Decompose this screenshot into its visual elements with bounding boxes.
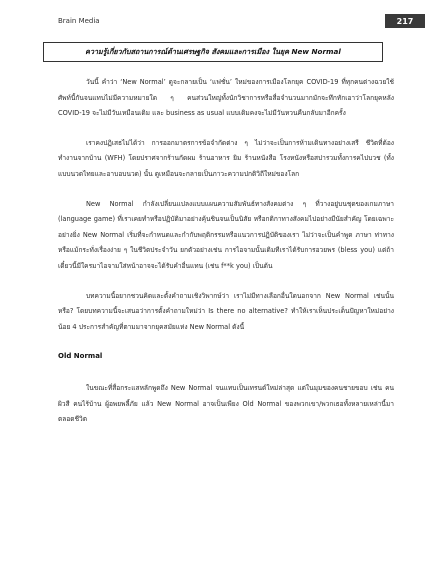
paragraph-language-game: New Normal กำลังเปลี่ยนแปลงแบบแผนความสัมพันธ์ทางสังคมต่าง ๆ ที่วางอยู่บนชุดของเกมภาษา (language game) ที่เราเคยทำหรือปฏิบัติมาอย่างคุ้นชินจนเป็นนิสัย หรือกติกาทางสังคมไปอย่างมีนัยสำคัญ โดยเฉพาะอย่างยิ่ง New Normal เริ่มที่จะกำหนดและกำกับพฤติกรรมหรือแนวการปฏิบัติของเรา ไม่ว่าจะเป็นคำพูด ภาษา ท่าทาง หรือแม้กระทั่งเรื่องง่าย ๆ ในชีวิตประจำวัน ยกตัวอย่างเช่น การไอจามนั้นเดิมทีเราได้รับการอวยพร (bless you) แต่ถ้าเดี๋ยวนี้มีใครมาไอจามใส่หน้าอาจจะได้รับคำอื่นแทน (เช่น f**k you) เป็นต้น [58,199,394,270]
paragraph-question: บทความนี้อยากชวนคิดและตั้งคำถามเชิงวิพากษ์ว่า เราไม่มีทางเลือกอื่นใดนอกจาก New Normal เช่นนั้นหรือ? โดยบทความนี้จะเสนอว่าการตั้งคำถามใหม่ว่า Is there no alternative? ทำให้เราเห็นประเด็นปัญหาใหม่อย่างน้อย 4 ประการสำคัญที่ตามมาจากยุคสมัยแห่ง New Normal ดังนี้ [58,291,394,331]
chapter-title-box [43,42,383,62]
paragraph-intro: วันนี้ คำว่า ‘New Normal’ ดูจะกลายเป็น ‘แฟชั่น’ ใหม่ของการเมืองโลกยุค COVID-19 ที่ทุกคนต่างฉวยใช้ศัพท์นี้กันจนแทบไม่มีความหมายใด ๆ คนส่วนใหญ่ทั้งนักวิชาการหรือสื่อจำนวนมากมักจะทึกทักเอาว่าโลกยุคหลัง COVID-19 จะไม่มีวันเหมือนเดิม และ business as usual แบบเดิมคงจะไม่มีวันหวนคืนกลับมาอีกครั้ง [58,78,394,118]
page-number-badge: 217 [385,14,425,28]
section-heading-old-normal: Old Normal [58,352,103,361]
brand-name: Brain Media [58,17,100,25]
paragraph-old-normal: ในขณะที่สื่อกระแสหลักพูดถึง New Normal จนแทบเป็นเทรนด์ใหม่ล่าสุด แต่ในมุมของคนชายขอบ เช่น คนผิวสี คนไร้บ้าน ผู้อพยพลี้ภัย แล้ว New Normal อาจเป็นเพียง Old Normal ของพวกเขา/พวกเธอทั้งหลายเหล่านี้มาตลอดชีวิต [58,383,394,424]
body-content [58,75,394,442]
paragraph-restrictions: เราคงปฏิเสธไม่ได้ว่า การออกมาตรการข้อจำกัดต่าง ๆ ไม่ว่าจะเป็นการห้ามเดินทางอย่างเสรี ชีวิตที่ต้องทำงานจากบ้าน (WFH) โดยปราศจากร้านกัดผม ร้านอาหาร ยิม ร้านหนังสือ โรงหนังหรือสปารวมทั้งการคไปบวช (ทั้งแบบนวดไทยและอาบอบนวด) นั้น ดูเหมือนจะกลายเป็นภาวะความปกติวิถีใหม่ของโลก [58,138,394,178]
chapter-title: ความรู้เกี่ยวกับสถานการณ์ด้านเศรษฐกิจ สังคมและการเมือง ในยุค New Normal [85,46,341,56]
page-header [44,14,425,32]
